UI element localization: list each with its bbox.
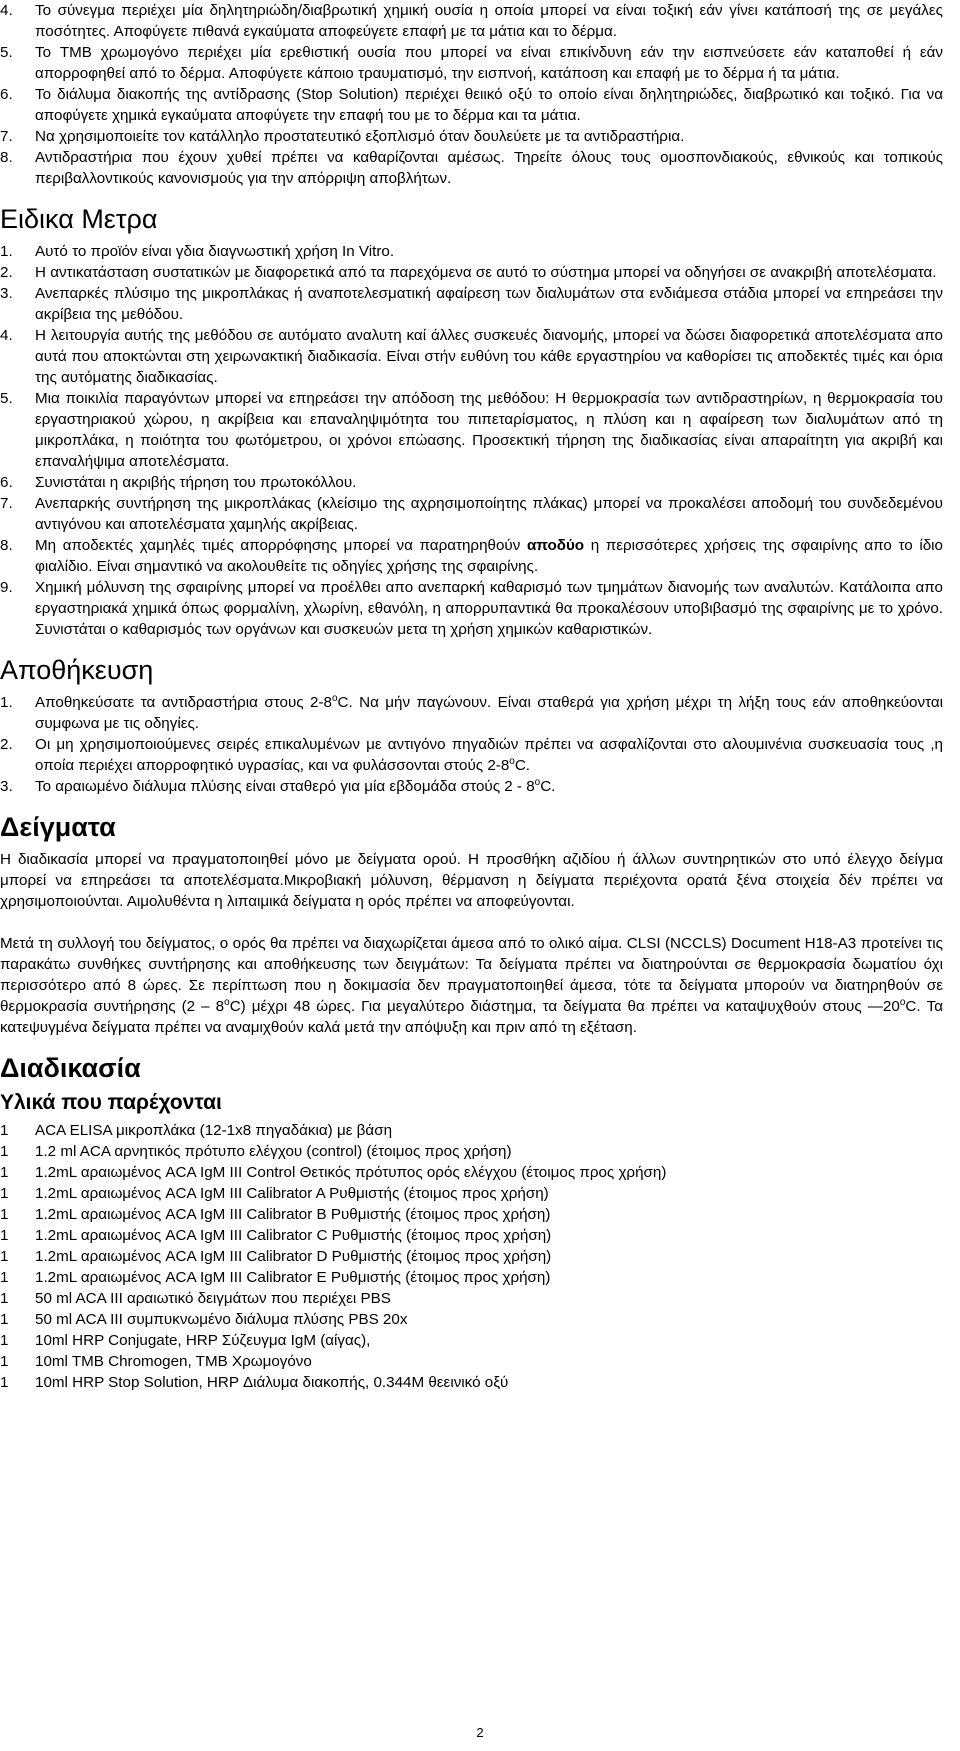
item-number: 9. — [0, 579, 13, 596]
material-item — [0, 1372, 943, 1393]
degree-superscript: o — [331, 692, 338, 704]
material-item — [0, 1330, 943, 1351]
list-item — [0, 472, 943, 493]
materials-list — [0, 1120, 943, 1393]
material-quantity: 1 — [0, 1248, 9, 1265]
page-number: 2 — [476, 1725, 484, 1740]
degree-superscript: o — [224, 996, 230, 1008]
material-quantity: 1 — [0, 1332, 9, 1349]
paragraph-text: Μετά τη συλλογή του δείγματος, ο ορός θα πρέπει να διαχωρίζεται άμεσα από το ολικό αίμα. CLSI (NCCLS) Document H18-A3 προτείνει τις παρακάτω συνθήκες συντήρησης και αποθήκευσης των δειγμάτων: Τα δείγματα πρέπει να διατηρούνται σε θερμοκρασία δωματίου όχι περισσότερο από 8 ώρες. Σε περίπτωση που η δοκιμασία δεν πραγματοποιηθεί άμεσα, τότε τα δείγματα μπορούν να διατηρηθούν σε θερμοκρασία συντήρησης (2 – 8 — [0, 935, 943, 1015]
item-text: Το σύνεγμα περιέχει μία δηλητηριώδη/διαβρωτική χημική ουσία η οποία μπορεί να είναι τοξική εάν γίνει κατάποσή της σε μεγάλες ποσότητες. Αποφύγετε πιθανά εγκαύματα αποφεύγετε επαφή με τα μάτια και το δέρμα. — [35, 2, 943, 40]
item-number: 2. — [0, 264, 13, 281]
item-text: Αποθηκεύσατε τα αντιδραστήρια στους 2-8 — [35, 694, 332, 711]
material-text: 10ml HRP Stop Solution, HRP Διάλυμα διακοπής, 0.344M θεεινικό οξύ — [35, 1374, 509, 1391]
material-item — [0, 1309, 943, 1330]
item-text: Να χρησιμοποιείτε τον κατάλληλο προστατευτικό εξοπλισμό όταν δουλεύετε με τα αντιδραστήρια. — [35, 128, 685, 145]
storage-list — [0, 692, 943, 797]
item-text: Ανεπαρκές πλύσιμο της μικροπλάκας ή αναποτελεσματική αφαίρεση των διαλυμάτων στα ενδιάμεσα στάδια μπορεί να επηρεάσει την ακρίβεια της μεθόδου. — [35, 285, 943, 323]
item-text-bold: αποδύο — [526, 537, 585, 554]
item-number: 8. — [0, 537, 13, 554]
list-item — [0, 0, 943, 42]
material-item — [0, 1162, 943, 1183]
item-number: 4. — [0, 327, 13, 344]
samples-paragraph-2 — [0, 933, 943, 1038]
item-number: 1. — [0, 243, 13, 260]
item-text: C. — [514, 757, 531, 774]
material-text: ACA ELISA μικροπλάκα (12-1x8 πηγαδάκια) με βάση — [35, 1122, 393, 1139]
item-text: η περισσότερες χρήσεις της σφαιρίνης απο το ίδιο φιαλίδιο. Είναι σημαντικό να ακολουθείτε τις οδηγίες χρήσης της σφαιρίνης. — [35, 537, 943, 575]
list-item — [0, 42, 943, 84]
material-item — [0, 1288, 943, 1309]
item-number: 4. — [0, 2, 13, 19]
item-text: C. Να μήν παγώνουν. Είναι σταθερά για χρήση μέχρι τη λήξη τους εάν αποθηκεύονται συμφωνα με τις οδηγίες. — [35, 694, 944, 732]
item-text: Αντιδραστήρια που έχουν χυθεί πρέπει να καθαρίζονται αμέσως. Τηρείτε όλους τους ομοσπονδιακούς, εθνικούς και τοπικούς περιβαλλοντικούς κανονισμούς για την απόρριψη αποβλήτων. — [35, 149, 943, 187]
material-item — [0, 1351, 943, 1372]
list-item — [0, 388, 943, 472]
degree-superscript: o — [509, 755, 515, 767]
special-measures-list — [0, 241, 943, 640]
material-item — [0, 1183, 943, 1204]
material-quantity: 1 — [0, 1290, 9, 1307]
samples-paragraph-1: Η διαδικασία μπορεί να πραγματοποιηθεί μόνο με δείγματα ορού. Η προσθήκη αζιδίου ή άλλων συντηρητικών στο υπό έλεγχο δείγμα μπορεί να επηρεάσει τα αποτελέσματα.Μικροβιακή μόλυνση, θέρμανση η δείγματα περιέχοντα ορατά ξένα στοιχεία δέν πρέπει να χρησιμοποιούνται. Αιμολυθέντα η λιπαιμικά δείγματα η ορός πρέπει να αποφεύγονται. — [0, 851, 943, 910]
paragraph-spacer — [0, 912, 943, 933]
material-quantity: 1 — [0, 1143, 9, 1160]
list-item — [0, 577, 943, 640]
material-item — [0, 1246, 943, 1267]
item-text: Η αντικατάσταση συστατικών με διαφορετικά από τα παρεχόμενα σε αυτό το σύστημα μπορεί να οδηγήσει σε ανακριβή αποτελέσματα. — [35, 264, 937, 281]
material-quantity: 1 — [0, 1374, 9, 1391]
degree-superscript: o — [899, 996, 906, 1008]
item-text: Χημική μόλυνση της σφαιρίνης μπορεί να προέλθει απο ανεπαρκή καθαρισμό των τμημάτων διανομής των αναλυτών. Κατάλοιπα απο εργαστηριακά χημικά όπως φορμαλίνη, χλωρίνη, εθανόλη, η απορρυπαντικά θα προκαλέσουν υποβιβασμό της σφαιρίνης με το χρόνο. Συνιστάται ο καθαρισμός των οργάνων και συσκευών μετα τη χρήση χημικών καθαριστικών. — [35, 579, 943, 638]
material-text: 10ml TMB Chromogen, TMB Χρωμογόνο — [35, 1353, 312, 1370]
list-item — [0, 241, 943, 262]
list-item — [0, 692, 943, 734]
item-text: Ανεπαρκής συντήρηση της μικροπλάκας (κλείσιμο της αχρησιμοποίητης πλάκας) μπορεί να προκαλέσει αποδομή του συνδεδεμένου αντιγόνου και αποτελέσματα χαμηλής ακρίβειας. — [35, 495, 943, 533]
paragraph-text: C) μέχρι 48 ώρες. Για μεγαλύτερο διάστημα, τα δείγματα θα πρέπει να καταψυχθούν στους —20 — [229, 998, 900, 1015]
materials-subheading: Υλικά που παρέχονται — [0, 1091, 222, 1114]
material-quantity: 1 — [0, 1353, 9, 1370]
material-quantity: 1 — [0, 1269, 9, 1286]
material-item — [0, 1141, 943, 1162]
samples-heading: Δείγματα — [0, 812, 116, 842]
material-text: 1.2mL αραιωμένος ACA IgM III Calibrator C Ρυθμιστής (έτοιμος προς χρήση) — [35, 1227, 552, 1244]
list-item — [0, 535, 943, 577]
procedure-heading: Διαδικασία — [0, 1053, 141, 1083]
material-item — [0, 1120, 943, 1141]
material-text: 1.2mL αραιωμένος ACA IgM III Calibrator E Ρυθμιστής (έτοιμος προς χρήση) — [35, 1269, 551, 1286]
material-text: 1.2mL αραιωμένος ACA IgM III Control Θετικός πρότυπος ορός ελέγχου (έτοιμος προς χρήση) — [35, 1164, 667, 1181]
special-measures-heading: Ειδικα Μετρα — [0, 204, 158, 234]
item-text: Η λειτουργία αυτής της μεθόδου σε αυτόματο αναλυτη καί άλλες συσκευές διανομής, μπορεί να δώσει διαφορετικά αποτελέσματα απο αυτά που αποκτώνται στη χειρωνακτική διαδικασία. Είναι στήν ευθύνη του κάθε εργαστηρίου να καθορίσει τις αποδεκτές τιμές και όρια της αυτόματης διαδικασίας. — [35, 327, 943, 386]
list-item — [0, 283, 943, 325]
item-number: 7. — [0, 128, 13, 145]
item-text: Το TMB χρωμογόνο περιέχει μία ερεθιστική ουσία που μπορεί να είναι επικίνδυνη εάν την εισπνεύσετε εάν καταποθεί ή εάν απορροφηθεί από το δέρμα. Αποφύγετε κάποιο τραυματισμό, την εισπνοή, κατάποση και επαφή με το δέρμα ή τα μάτια. — [35, 44, 943, 82]
item-text: Συνιστάται η ακριβής τήρηση του πρωτοκόλλου. — [35, 474, 357, 491]
item-text: Αυτό το προϊόν είναι γδια διαγνωστική χρήση In Vitro. — [35, 243, 395, 260]
item-number: 3. — [0, 285, 13, 302]
material-item — [0, 1267, 943, 1288]
material-quantity: 1 — [0, 1122, 9, 1139]
material-quantity: 1 — [0, 1164, 9, 1181]
item-number: 2. — [0, 736, 13, 753]
material-quantity: 1 — [0, 1227, 9, 1244]
item-number: 6. — [0, 474, 13, 491]
item-text: Οι μη χρησιμοποιούμενες σειρές επικαλυμένων με αντιγόνο πηγαδιών πρέπει να ασφαλίζονται στο αλουμινένια συσκευασία τους ,η οποία περιέχει απορροφητικό υγρασίας, και να φυλάσσονται στούς 2-8 — [35, 736, 943, 774]
list-item — [0, 325, 943, 388]
item-number: 5. — [0, 44, 13, 61]
item-text: Μια ποικιλία παραγόντων μπορεί να επηρεάσει την απόδοση της μεθόδου: Η θερμοκρασία των αντιδραστηρίων, η θερμοκρασία του εργαστηριακού χώρου, η ακρίβεια και επαναληψιμότητα του πιπεταρίσματος, η πλύση και η αφαίρεση των διαλυμάτων από τη μικροπλάκα, η ποιότητα του φωτόμετρου, οι χρόνοι επώασης. Προσεκτική τήρηση της διαδικασίας είναι απαραίτητη για ακριβή και επαναλήψιμα αποτελέσματα. — [35, 390, 943, 470]
storage-heading: Αποθήκευση — [0, 655, 154, 685]
item-text: Μη αποδεκτές χαμηλές τιμές απορρόφησης μπορεί να παρατηρηθούν — [35, 537, 527, 554]
material-text: 50 ml ACA III συμπυκνωμένο διάλυμα πλύσης PBS 20x — [35, 1311, 408, 1328]
item-text: Το αραιωμένο διάλυμα πλύσης είναι σταθερό για μία εβδομάδα στούς 2 - 8 — [35, 778, 535, 795]
material-text: 1.2 ml ACA αρνητικός πρότυπο ελέγχου (control) (έτοιμος προς χρήση) — [35, 1143, 512, 1160]
material-quantity: 1 — [0, 1311, 9, 1328]
list-item — [0, 84, 943, 126]
list-item — [0, 734, 943, 776]
item-number: 3. — [0, 778, 13, 795]
material-item — [0, 1225, 943, 1246]
material-text: 1.2mL αραιωμένος ACA IgM III Calibrator D Ρυθμιστής (έτοιμος προς χρήση) — [35, 1248, 552, 1265]
material-text: 10ml HRP Conjugate, HRP Σύζευγμα IgM (αίγας), — [35, 1332, 371, 1349]
list-item — [0, 262, 943, 283]
list-item — [0, 126, 943, 147]
material-text: 50 ml ACA III αραιωτικό δειγμάτων που περιέχει PBS — [35, 1290, 391, 1307]
item-text: C. — [540, 778, 556, 795]
material-text: 1.2mL αραιωμένος ACA IgM III Calibrator B Ρυθμιστής (έτοιμος προς χρήση) — [35, 1206, 551, 1223]
item-number: 7. — [0, 495, 13, 512]
item-text: Το διάλυμα διακοπής της αντίδρασης (Stop Solution) περιέχει θειικό οξύ το οποίο είναι δηλητηριώδες, διαβρωτικό και τοξικό. Για να αποφύγετε χημικά εγκαύματα αποφύγετε την επαφή του με το δέρμα και τα μάτια. — [35, 86, 943, 124]
item-number: 1. — [0, 694, 13, 711]
item-number: 6. — [0, 86, 13, 103]
material-quantity: 1 — [0, 1185, 9, 1202]
degree-superscript: o — [534, 776, 541, 788]
list-item — [0, 147, 943, 189]
material-quantity: 1 — [0, 1206, 9, 1223]
material-item — [0, 1204, 943, 1225]
hazard-list — [0, 0, 943, 189]
list-item — [0, 776, 943, 797]
item-number: 5. — [0, 390, 13, 407]
item-number: 8. — [0, 149, 13, 166]
material-text: 1.2mL αραιωμένος ACA IgM III Calibrator A Ρυθμιστής (έτοιμος προς χρήση) — [35, 1185, 549, 1202]
list-item — [0, 493, 943, 535]
paragraph-text: C. Τα κατεψυγμένα δείγματα πρέπει να αναμιχθούν καλά μετά την απόψυξη και πριν από τη εξέταση. — [0, 998, 943, 1036]
